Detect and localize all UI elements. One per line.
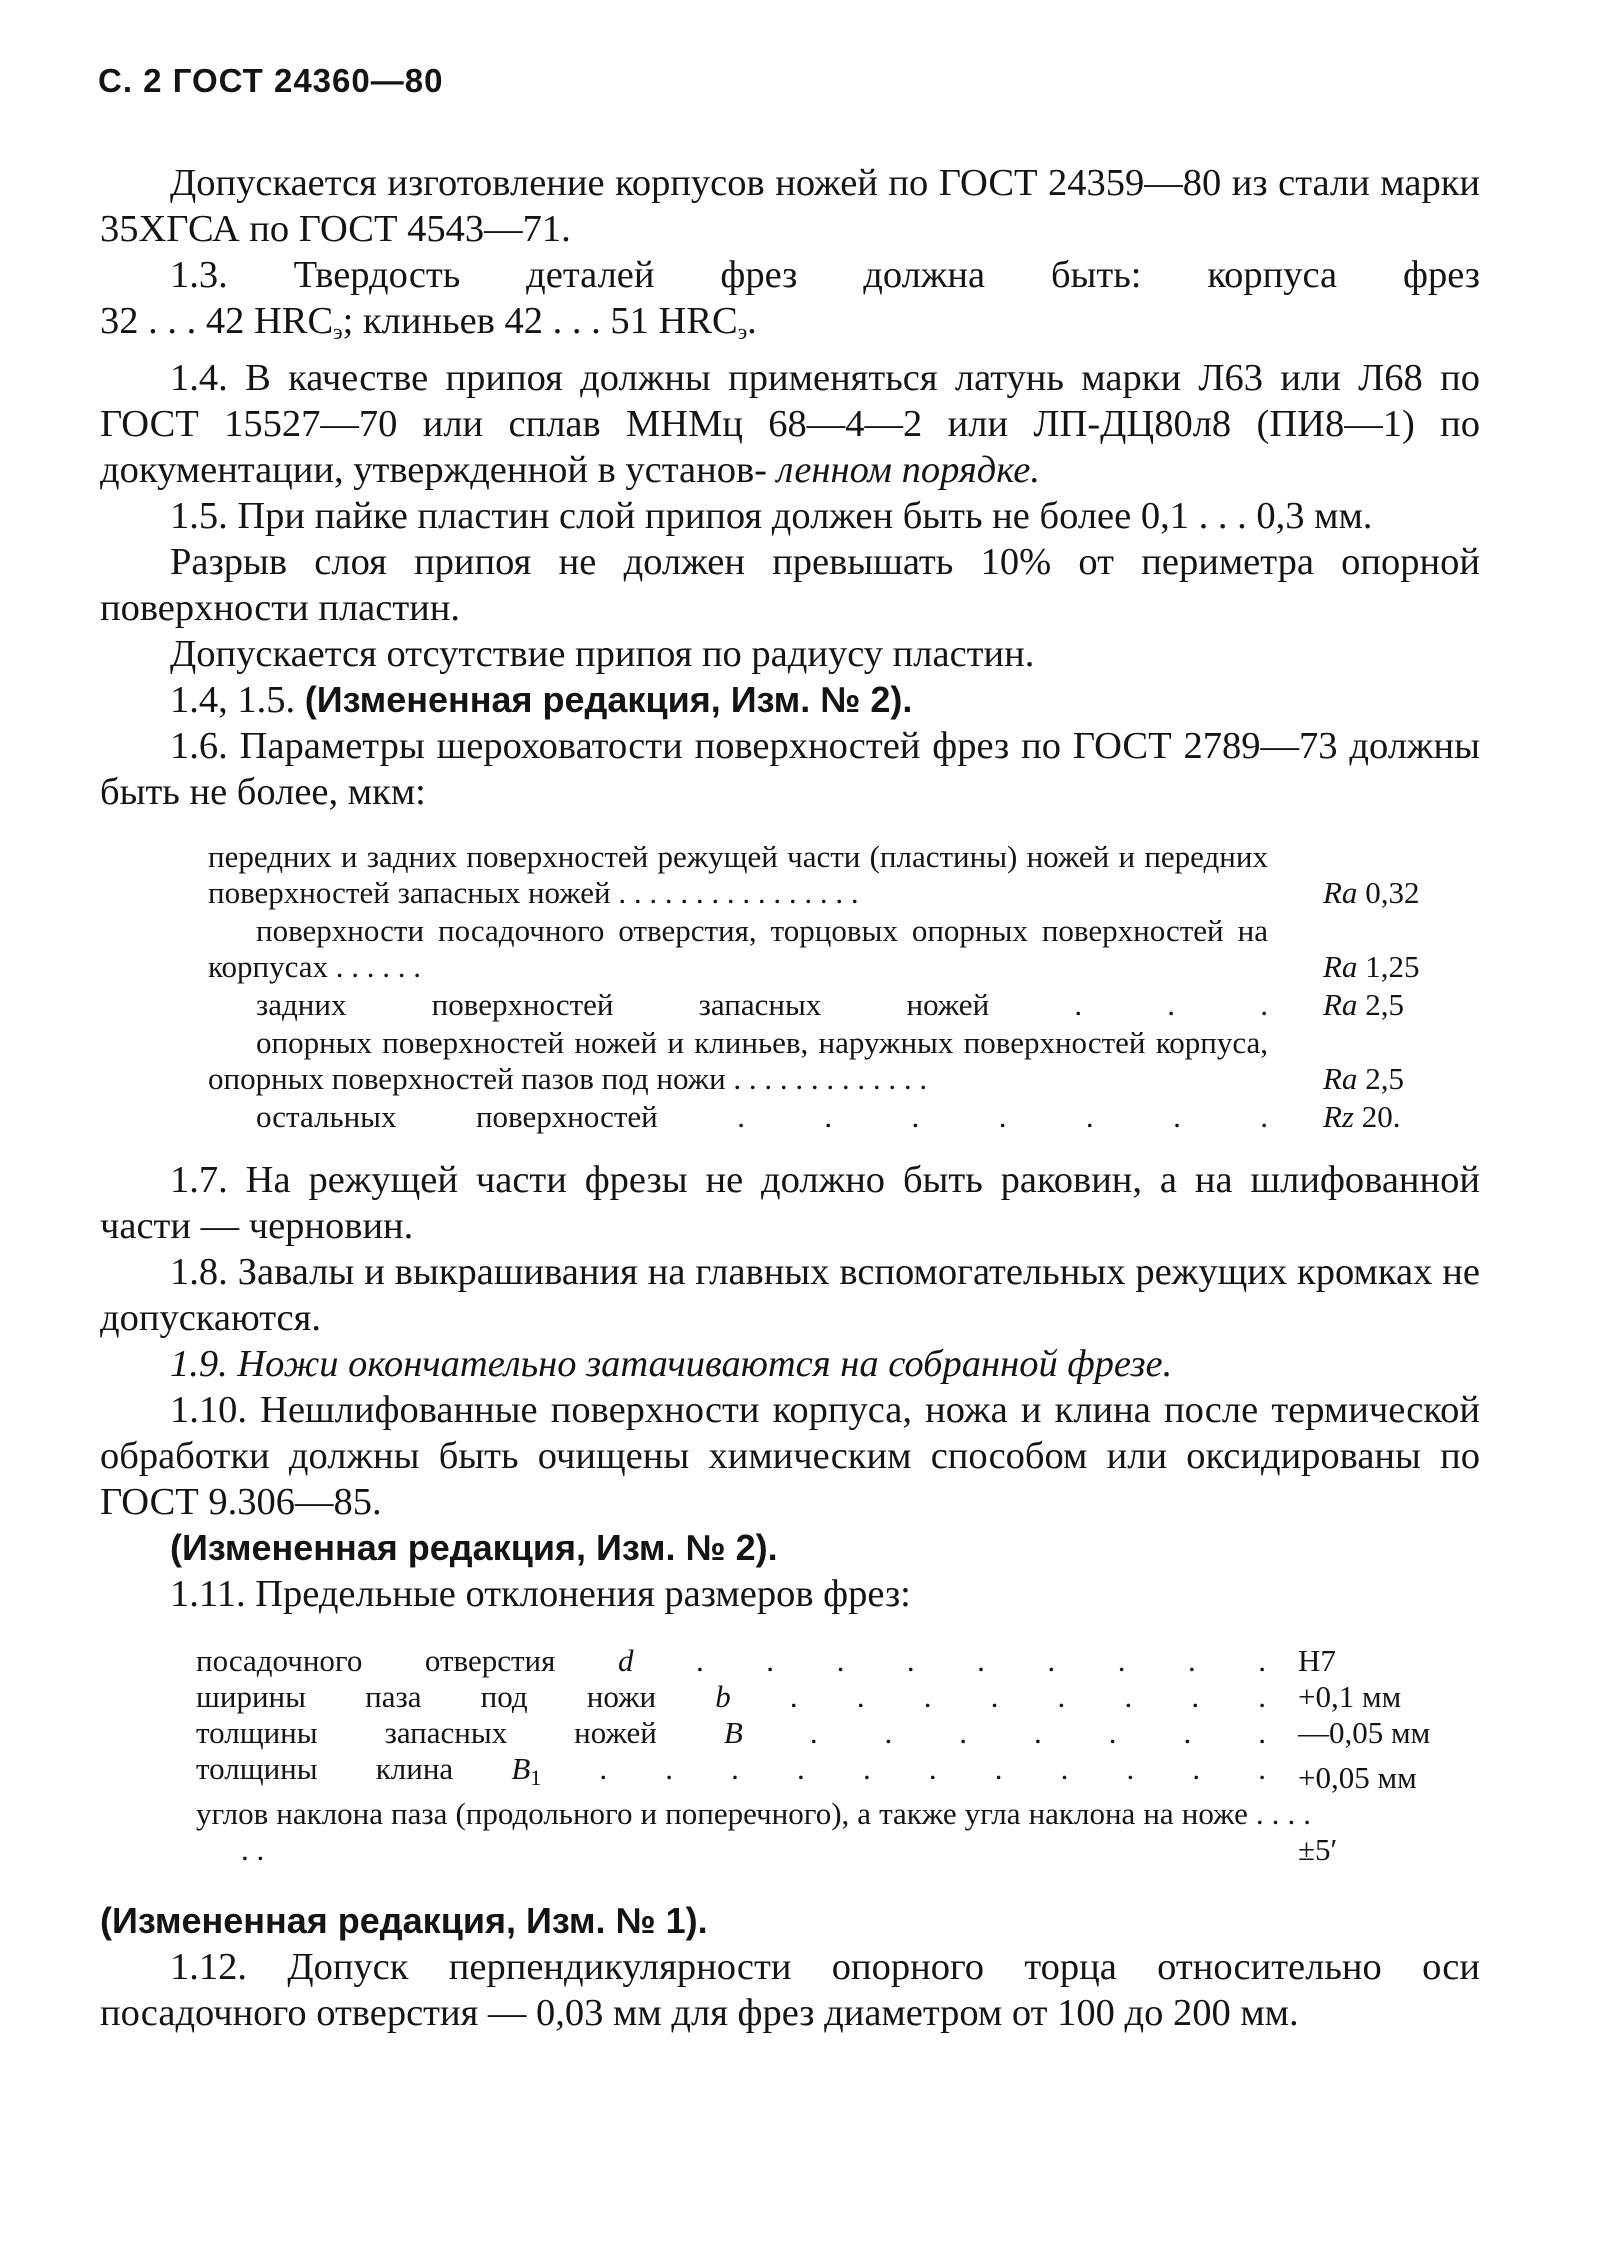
amendment-ref-3: (Измененная редакция, Изм. № 1). [100, 1900, 708, 1941]
roughness-row-value [1323, 987, 1404, 1023]
roughness-row-text: остальных поверхностей . . . . . . . [256, 1099, 1268, 1134]
deviation-dots: . . . . . . . . [789, 1679, 1266, 1714]
page-header: С. 2 ГОСТ 24360—80 [98, 62, 444, 99]
p13-text-c: ; клиньев 42 . . . 51 HRC [342, 300, 738, 342]
p14-italic: ленном порядке. [776, 449, 1040, 491]
deviation-value: —0,05 мм [1298, 1715, 1431, 1750]
paragraph-1-8: 1.8. Завалы и выкрашивания на главных вспомогательных режущих кромках не допускаются. [100, 1251, 1480, 1339]
deviation-subscript: 1 [530, 1765, 542, 1790]
roughness-row-text: опорных поверхностей ножей и клиньев, наружных поверхностей корпуса, опорных поверхностей пазов под ножи . . . . . . . . . . . . . [208, 1025, 1268, 1096]
roughness-row [208, 1025, 1480, 1097]
deviation-list [196, 1643, 1480, 1868]
p13-text-b: 32 . . . 42 HRC [100, 300, 334, 342]
deviation-row [196, 1751, 1480, 1796]
roughness-symbol: Ra [1323, 1061, 1358, 1096]
deviation-row-text [196, 1643, 1266, 1679]
amendment-ref-1 [100, 677, 1480, 723]
deviation-row-text [196, 1751, 1266, 1796]
deviation-variable: b [715, 1679, 731, 1714]
deviation-dots: . . . . . . . . . [696, 1643, 1267, 1678]
roughness-row [208, 987, 1480, 1023]
paragraph-1-5: 1.5. При пайке пластин слой припоя должен быть не более 0,1 . . . 0,3 мм. [170, 495, 1373, 537]
paragraph-1-4 [100, 355, 1480, 493]
p13-text-a: 1.3. Твердость деталей фрез должна быть: корпуса фрез [170, 254, 1480, 296]
roughness-row-value [1323, 949, 1419, 985]
deviation-value: H7 [1298, 1643, 1336, 1678]
roughness-number: 20. [1361, 1099, 1401, 1134]
paragraph-intro: Допускается изготовление корпусов ножей по ГОСТ 24359—80 из стали марки 35ХГСА по ГОСТ 4543—71. [100, 162, 1480, 250]
deviation-value: +0,1 мм [1298, 1679, 1402, 1714]
deviation-row [196, 1715, 1480, 1751]
roughness-row-value [1323, 1061, 1404, 1097]
deviation-row-text [196, 1679, 1266, 1715]
paragraph-1-10: 1.10. Нешлифованные поверхности корпуса, ножа и клина после термической обработки должны быть очищены химическим способом или оксидированы по ГОСТ 9.306—85. [100, 1389, 1480, 1523]
paragraph-1-7: 1.7. На режущей части фрезы не должно быть раковин, а на шлифованной части — черновин. [100, 1159, 1480, 1247]
paragraph-1-3-cont [100, 298, 1480, 355]
p13-text-d: . [747, 300, 757, 342]
roughness-number: 2,5 [1365, 987, 1404, 1022]
deviation-row-text: углов наклона паза (продольного и поперечного), а также угла наклона на ноже . . . . . . [196, 1796, 1311, 1867]
roughness-list [208, 839, 1480, 1135]
deviation-label: толщины запасных ножей [196, 1715, 657, 1750]
roughness-row [208, 839, 1480, 911]
roughness-number: 1,25 [1365, 949, 1420, 984]
deviation-row [196, 1679, 1480, 1715]
document-body [100, 160, 1480, 2036]
deviation-variable: d [617, 1643, 634, 1678]
paragraph-1-6: 1.6. Параметры шероховатости поверхностей фрез по ГОСТ 2789—73 должны быть не более, мкм: [100, 725, 1480, 813]
roughness-symbol: Ra [1323, 875, 1358, 910]
paragraph-1-9: 1.9. Ножи окончательно затачиваются на собранной фрезе. [170, 1343, 1173, 1385]
roughness-row [208, 1099, 1480, 1135]
roughness-row-text: задних поверхностей запасных ножей . . . [256, 987, 1268, 1022]
deviation-value: +0,05 мм [1298, 1760, 1417, 1795]
hrc-subscript-2: э [737, 319, 748, 344]
hrc-subscript: э [333, 319, 343, 344]
deviation-variable: B [511, 1751, 531, 1786]
deviation-dots: . . . . . . . [809, 1715, 1267, 1750]
paragraph-1-12: 1.12. Допуск перпендикулярности опорного торца относительно оси посадочного отверстия — 0,03 мм для фрез диаметром от 100 до 200 мм. [100, 1946, 1480, 2034]
roughness-number: 2,5 [1365, 1061, 1404, 1096]
deviation-label: посадочного отверстия [196, 1643, 556, 1678]
deviation-row [196, 1643, 1480, 1679]
deviation-label: ширины паза под ножи [196, 1679, 657, 1714]
paragraph-1-5c: Допускается отсутствие припоя по радиусу пластин. [170, 633, 1035, 675]
roughness-row [208, 913, 1480, 985]
amendment-ref-2: (Измененная редакция, Изм. № 2). [170, 1527, 778, 1568]
deviation-value: ±5′ [1298, 1832, 1338, 1867]
paragraph-1-3 [100, 252, 1480, 298]
roughness-row-value [1323, 875, 1419, 911]
paragraph-1-11: 1.11. Предельные отклонения размеров фрез: [170, 1573, 911, 1615]
amendment-ref-1-num: 1.4, 1.5. [170, 679, 296, 721]
amendment-ref-1-text: (Измененная редакция, Изм. № 2). [304, 679, 913, 720]
roughness-number: 0,32 [1365, 875, 1420, 910]
roughness-row-text: поверхности посадочного отверстия, торцовых опорных поверхностей на корпусах . . . . . . [208, 913, 1268, 984]
paragraph-1-5b: Разрыв слоя припоя не должен превышать 10% от периметра опорной поверхности пластин. [100, 541, 1480, 629]
deviation-label: толщины клина [196, 1751, 454, 1786]
deviation-row-text [196, 1715, 1266, 1751]
deviation-row [196, 1796, 1480, 1868]
roughness-symbol: Ra [1323, 987, 1358, 1022]
deviation-dots: . . . . . . . . . . . [599, 1751, 1267, 1786]
p14-main: 1.4. В качестве припоя должны применяться латунь марки Л63 или Л68 по ГОСТ 15527—70 или сплав МНМц 68—4—2 или ЛП-ДЦ80л8 (ПИ8—1) по документации, утвержденной в установ- [100, 357, 1480, 491]
roughness-symbol: Rz [1323, 1099, 1354, 1134]
roughness-row-value [1323, 1099, 1401, 1135]
roughness-symbol: Ra [1323, 949, 1358, 984]
deviation-variable: B [723, 1715, 743, 1750]
roughness-row-text: передних и задних поверхностей режущей части (пластины) ножей и передних поверхностей запасных ножей . . . . . . . . . . . . . . . . [208, 839, 1268, 910]
